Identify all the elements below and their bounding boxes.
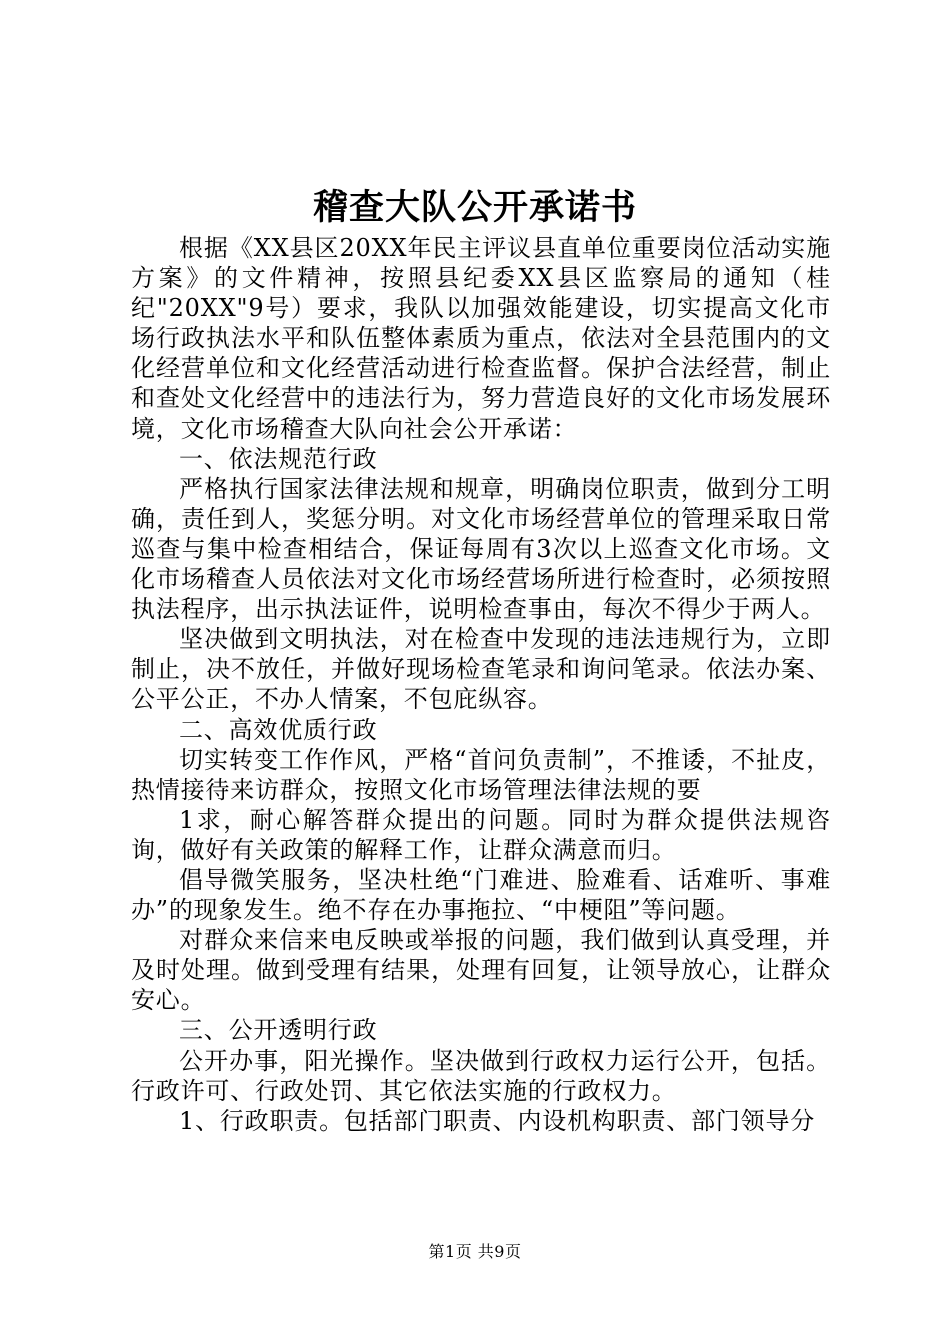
page-footer: 第1页 共9页 [428, 1242, 522, 1261]
intro-paragraph: 根据《XX县区20XX年民主评议县直单位重要岗位活动实施方案》的文件精神，按照县纪委XX县区监察局的通知（桂纪"20XX"9号）要求，我队以加强效能建设，切实提高文化市场行政执法水平和队伍整体素质为重点，依法对全县范围内的文化经营单位和文化经营活动进行检查监督。保护合法经营，制止和查处文化经营中的违法行为，努力营造良好的文化市场发展环境，文化市场稽查大队向社会公开承诺： [131, 234, 831, 443]
document-body [131, 233, 831, 1136]
section-heading-2: 二、高效优质行政 [179, 715, 378, 744]
body-paragraph: 坚决做到文明执法，对在检查中发现的违法违规行为，立即制止，决不放任，并做好现场检查笔录和询问笔录。依法办案、公平公正，不办人情案，不包庇纵容。 [131, 625, 831, 714]
body-paragraph: 公开办事，阳光操作。坚决做到行政权力运行公开，包括。行政许可、行政处罚、其它依法实施的行政权力。 [131, 1046, 831, 1105]
section-heading-1: 一、依法规范行政 [179, 444, 378, 473]
body-paragraph: 切实转变工作作风，严格“首问负责制”，不推诿，不扯皮，热情接待来访群众，按照文化市场管理法律法规的要 [131, 745, 831, 804]
document-title: 稽查大队公开承诺书 [312, 188, 637, 228]
section-heading-3: 三、公开透明行政 [179, 1016, 378, 1045]
list-item: 1、行政职责。包括部门职责、内设机构职责、部门领导分 [179, 1106, 816, 1135]
body-paragraph: 倡导微笑服务，坚决杜绝“门难进、脸难看、话难听、事难办”的现象发生。绝不存在办事拖拉、“中梗阻”等问题。 [131, 865, 831, 925]
body-paragraph: 对群众来信来电反映或举报的问题，我们做到认真受理，并及时处理。做到受理有结果，处理有回复，让领导放心，让群众安心。 [131, 926, 831, 1015]
body-paragraph: 严格执行国家法律法规和规章，明确岗位职责，做到分工明确，责任到人，奖惩分明。对文化市场经营单位的管理采取日常巡查与集中检查相结合，保证每周有3次以上巡查文化市场。文化市场稽查人员依法对文化市场经营场所进行检查时，必须按照执法程序，出示执法证件，说明检查事由，每次不得少于两人。 [131, 474, 831, 624]
body-paragraph: 1求，耐心解答群众提出的问题。同时为群众提供法规咨询，做好有关政策的解释工作，让群众满意而归。 [131, 805, 831, 864]
